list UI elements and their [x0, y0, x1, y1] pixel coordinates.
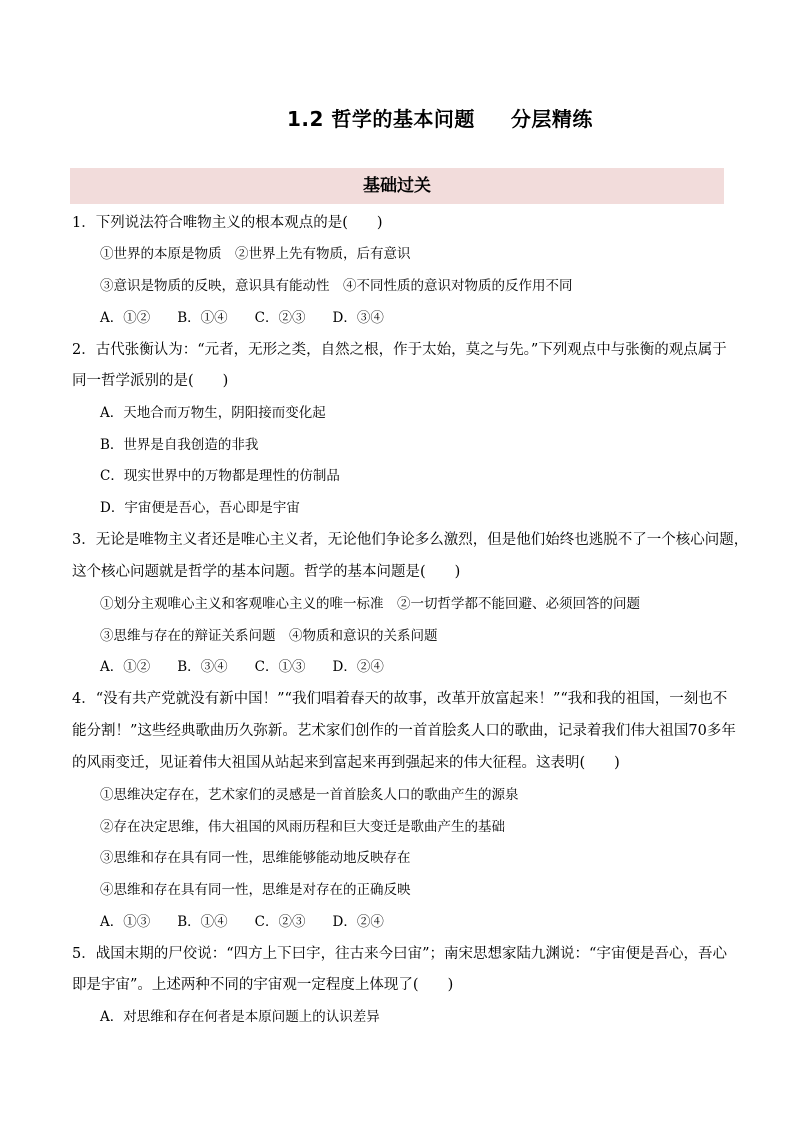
option-text-line: ①划分主观唯心主义和客观唯心主义的唯一标准 ②一切哲学都不能回避、必须回答的问题: [100, 596, 640, 612]
option-text-line: C．现实世界中的万物都是理性的仿制品: [100, 468, 340, 484]
question-text-line: 3．无论是唯物主义者还是唯心主义者，无论他们争论多么激烈，但是他们始终也逃脱不了一个核心问题，: [72, 532, 749, 548]
option-text-line: ③思维和存在具有同一性，思维能够能动地反映存在: [100, 850, 411, 866]
title-suffix: 分层精练: [510, 107, 593, 131]
question-text-line: 2．古代张衡认为：“元者，无形之类，自然之根，作于太始，莫之与先。”下列观点中与张衡的观点属于: [72, 342, 727, 358]
option-text-line: A．①③ B．①④ C．②③ D．②④: [100, 914, 384, 930]
question-text-line: 能分割！”这些经典歌曲历久弥新。艺术家们创作的一首首脍炙人口的歌曲，记录着我们伟大祖国70多年: [72, 723, 736, 739]
question-text-line: 这个核心问题就是哲学的基本问题。哲学的基本问题是( ): [72, 564, 461, 580]
question-text-line: 的风雨变迁，见证着伟大祖国从站起来到富起来再到强起来的伟大征程。这表明( ): [72, 755, 620, 771]
option-text-line: ③思维与存在的辩证关系问题 ④物质和意识的关系问题: [100, 628, 438, 644]
question-text-line: 即是宇宙”。上述两种不同的宇宙观一定程度上体现了( ): [72, 977, 454, 993]
option-text-line: ②存在决定思维，伟大祖国的风雨历程和巨大变迁是歌曲产生的基础: [100, 819, 505, 835]
option-text-line: A．①② B．①④ C．②③ D．③④: [100, 310, 384, 326]
option-text-line: ④思维和存在具有同一性，思维是对存在的正确反映: [100, 882, 411, 898]
section-header-label: 基础过关: [363, 176, 431, 196]
page-title: [0, 103, 794, 132]
option-text-line: ①世界的本原是物质 ②世界上先有物质，后有意识: [100, 246, 411, 262]
option-text-line: A．对思维和存在何者是本原问题上的认识差异: [100, 1009, 380, 1025]
option-text-line: B．世界是自我创造的非我: [100, 437, 259, 453]
title-main: 1.2 哲学的基本问题: [287, 107, 475, 131]
question-text-line: 1．下列说法符合唯物主义的根本观点的是( ): [72, 215, 383, 231]
section-header-bar: [70, 168, 724, 204]
option-text-line: ③意识是物质的反映，意识具有能动性 ④不同性质的意识对物质的反作用不同: [100, 278, 573, 294]
option-text-line: A．天地合而万物生，阴阳接而变化起: [100, 405, 326, 421]
question-text-line: 4．“没有共产党就没有新中国！”“我们唱着春天的故事，改革开放富起来！”“我和我的祖国，一刻也不: [72, 691, 728, 707]
option-text-line: ①思维决定存在，艺术家们的灵感是一首首脍炙人口的歌曲产生的源泉: [100, 787, 519, 803]
option-text-line: A．①② B．③④ C．①③ D．②④: [100, 659, 384, 675]
question-text-line: 5．战国末期的尸佼说：“四方上下曰宇，往古来今曰宙”；南宋思想家陆九渊说：“宇宙便是吾心，吾心: [72, 946, 727, 962]
option-text-line: D．宇宙便是吾心，吾心即是宇宙: [100, 500, 300, 516]
question-text-line: 同一哲学派别的是( ): [72, 373, 229, 389]
